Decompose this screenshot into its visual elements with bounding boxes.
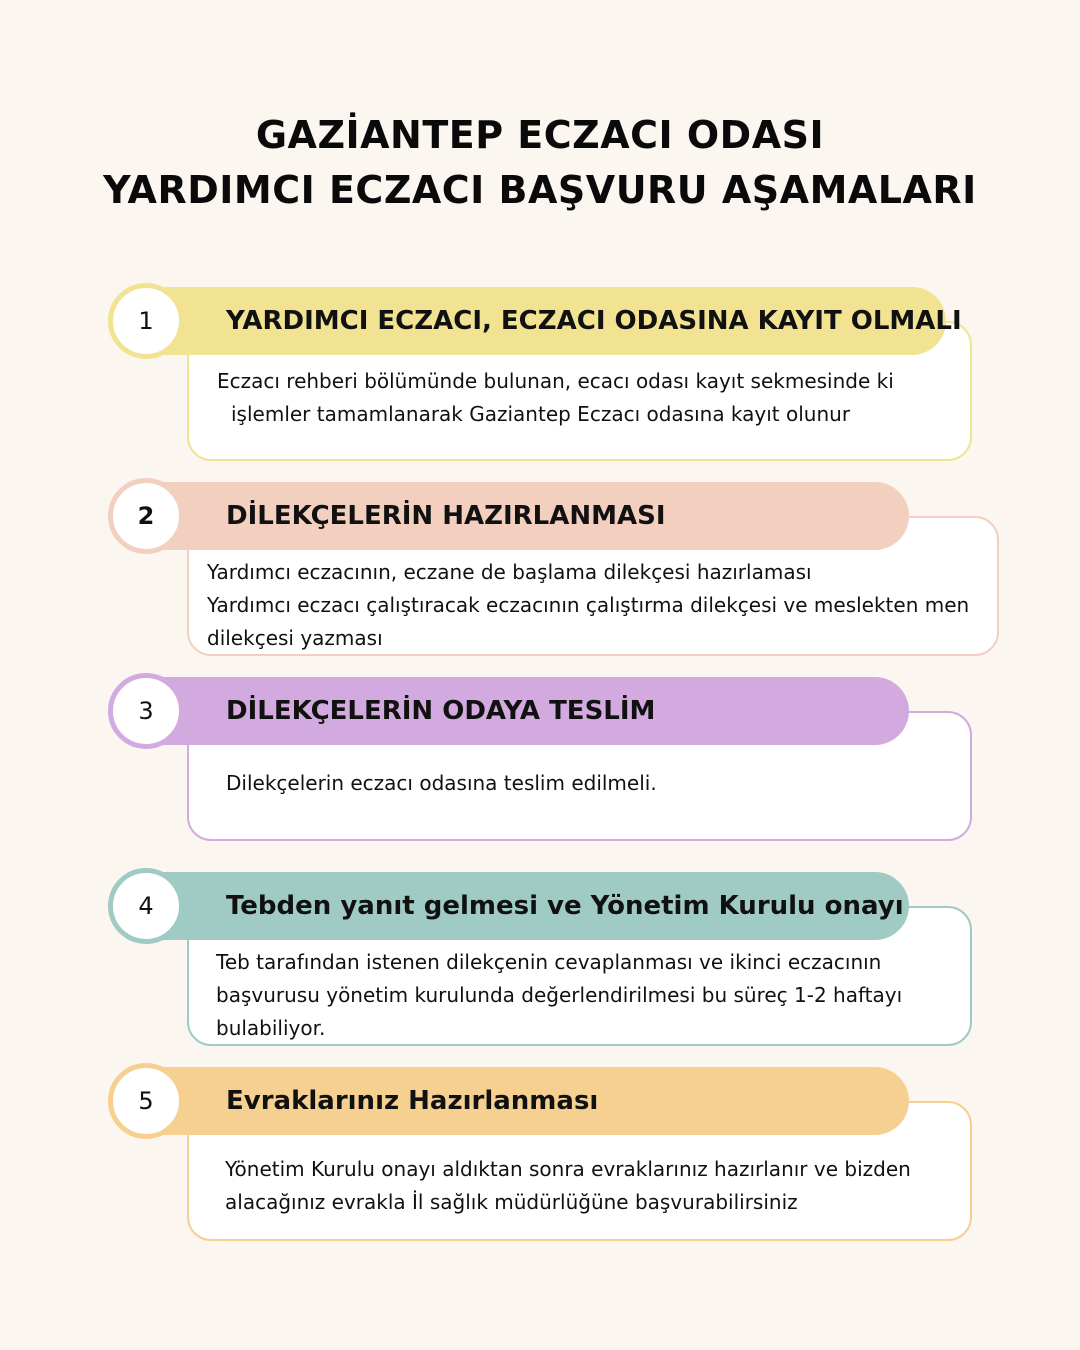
description-line: başvurusu yönetim kurulunda değerlendirilmesi bu süreç 1-2 haftayı (216, 983, 903, 1007)
step-4 (0, 868, 1080, 1058)
description-line: Teb tarafından istenen dilekçenin cevaplanması ve ikinci eczacının (216, 950, 882, 974)
step-description (207, 556, 969, 655)
step-heading: DİLEKÇELERİN HAZIRLANMASI (226, 501, 666, 531)
step-heading: DİLEKÇELERİN ODAYA TESLİM (226, 696, 656, 726)
step-5 (0, 1063, 1080, 1253)
description-line: dilekçesi yazması (207, 626, 383, 650)
page-title (0, 108, 1080, 218)
step-description (217, 365, 894, 431)
description-line: alacağınız evrakla İl sağlık müdürlüğüne başvurabilirsiniz (225, 1190, 798, 1214)
step-number-badge: 4 (108, 868, 184, 944)
step-number-badge: 3 (108, 673, 184, 749)
description-line: Yönetim Kurulu onayı aldıktan sonra evraklarınız hazırlanır ve bizden (225, 1157, 911, 1181)
step-heading: YARDIMCI ECZACI, ECZACI ODASINA KAYIT OLMALI (226, 306, 962, 336)
title-line-1: GAZİANTEP ECZACI ODASI (255, 113, 825, 157)
title-line-2: YARDIMCI ECZACI BAŞVURU AŞAMALARI (103, 168, 977, 212)
description-line: Dilekçelerin eczacı odasına teslim edilmeli. (226, 771, 657, 795)
description-line: işlemler tamamlanarak Gaziantep Eczacı odasına kayıt olunur (231, 402, 851, 426)
step-description (216, 946, 902, 1045)
description-line: Eczacı rehberi bölümünde bulunan, ecacı odası kayıt sekmesinde ki (217, 369, 894, 393)
step-number-badge: 1 (108, 283, 184, 359)
step-number-badge: 5 (108, 1063, 184, 1139)
description-line: Yardımcı eczacı çalıştıracak eczacının çalıştırma dilekçesi ve meslekten men (207, 593, 970, 617)
step-heading: Evraklarınız Hazırlanması (226, 1086, 599, 1116)
step-number-badge: 2 (108, 478, 184, 554)
step-heading: Tebden yanıt gelmesi ve Yönetim Kurulu onayı (226, 891, 904, 921)
description-line: Yardımcı eczacının, eczane de başlama dilekçesi hazırlaması (207, 560, 812, 584)
step-1 (0, 283, 1080, 473)
step-3 (0, 673, 1080, 863)
step-description (225, 1153, 911, 1219)
description-line: bulabiliyor. (216, 1016, 326, 1040)
step-2 (0, 478, 1080, 668)
step-description (226, 767, 657, 800)
